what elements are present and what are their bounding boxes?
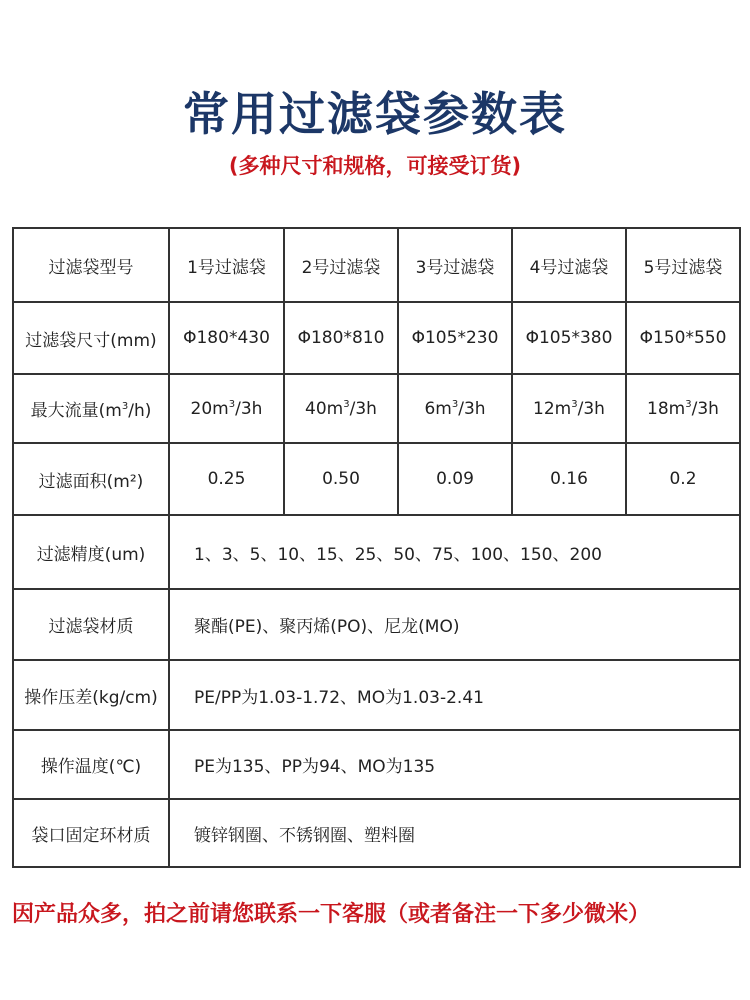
superscript: 3 (121, 401, 129, 412)
value: 6m (424, 398, 452, 419)
table-cell: Φ180*430 (169, 302, 284, 374)
table-row-flow (13, 374, 740, 443)
table-row-temperature (13, 730, 740, 799)
table-row-ring (13, 799, 740, 867)
row-label: 操作压差(kg/cm) (13, 660, 169, 730)
table-cell (398, 374, 512, 443)
header-cell: 5号过滤袋 (626, 228, 740, 302)
table-row-area (13, 443, 740, 515)
table-cell: 0.2 (626, 443, 740, 515)
superscript: 3 (571, 398, 578, 410)
table-cell: 0.16 (512, 443, 626, 515)
row-label: 过滤精度(um) (13, 515, 169, 589)
superscript: 3 (228, 398, 236, 410)
row-label: 袋口固定环材质 (13, 799, 169, 867)
unit: /3h (458, 398, 486, 419)
value: 40m (305, 398, 344, 419)
table-cell: 1、3、5、10、15、25、50、75、100、150、200 (169, 515, 740, 589)
page-title: 常用过滤袋参数表 (183, 87, 567, 141)
table-row-size (13, 302, 740, 374)
superscript: 3 (451, 398, 459, 410)
header-cell: 2号过滤袋 (284, 228, 398, 302)
label-text: 最大流量(m (30, 401, 122, 421)
table-cell: 镀锌钢圈、不锈钢圈、塑料圈 (169, 799, 740, 867)
unit: /3h (235, 398, 263, 419)
table-cell: 0.09 (398, 443, 512, 515)
value: 20m (190, 398, 229, 419)
table-row-header (13, 228, 740, 302)
label-text: /h) (128, 401, 152, 421)
table-cell: 0.50 (284, 443, 398, 515)
header-cell: 过滤袋型号 (13, 228, 169, 302)
superscript: 3 (343, 398, 350, 410)
table-cell (626, 374, 740, 443)
unit: /3h (691, 398, 719, 419)
row-label: 过滤面积(m²) (13, 443, 169, 515)
row-label: 操作温度(℃) (13, 730, 169, 799)
superscript: 3 (685, 398, 692, 410)
table-cell: 0.25 (169, 443, 284, 515)
row-label: 过滤袋材质 (13, 589, 169, 660)
header-cell: 4号过滤袋 (512, 228, 626, 302)
table-cell: PE/PP为1.03-1.72、MO为1.03-2.41 (169, 660, 740, 730)
page-subtitle: (多种尺寸和规格，可接受订货) (228, 154, 522, 178)
unit: /3h (577, 398, 605, 419)
row-label: 过滤袋尺寸(mm) (13, 302, 169, 374)
table-cell: Φ105*380 (512, 302, 626, 374)
table-row-material (13, 589, 740, 660)
row-label (13, 374, 169, 443)
table-cell: 聚酯(PE)、聚丙烯(PO)、尼龙(MO) (169, 589, 740, 660)
header-cell: 1号过滤袋 (169, 228, 284, 302)
value: 12m (533, 398, 572, 419)
table-cell (512, 374, 626, 443)
value: 18m (647, 398, 686, 419)
table-cell: Φ150*550 (626, 302, 740, 374)
table-row-pressure (13, 660, 740, 730)
table-cell: Φ105*230 (398, 302, 512, 374)
parameter-table (12, 227, 741, 868)
header-cell: 3号过滤袋 (398, 228, 512, 302)
footer-note: 因产品众多，拍之前请您联系一下客服（或者备注一下多少微米） (12, 902, 651, 927)
table-cell (169, 374, 284, 443)
table-cell: PE为135、PP为94、MO为135 (169, 730, 740, 799)
unit: /3h (349, 398, 377, 419)
table-cell: Φ180*810 (284, 302, 398, 374)
table-cell (284, 374, 398, 443)
table-row-precision (13, 515, 740, 589)
